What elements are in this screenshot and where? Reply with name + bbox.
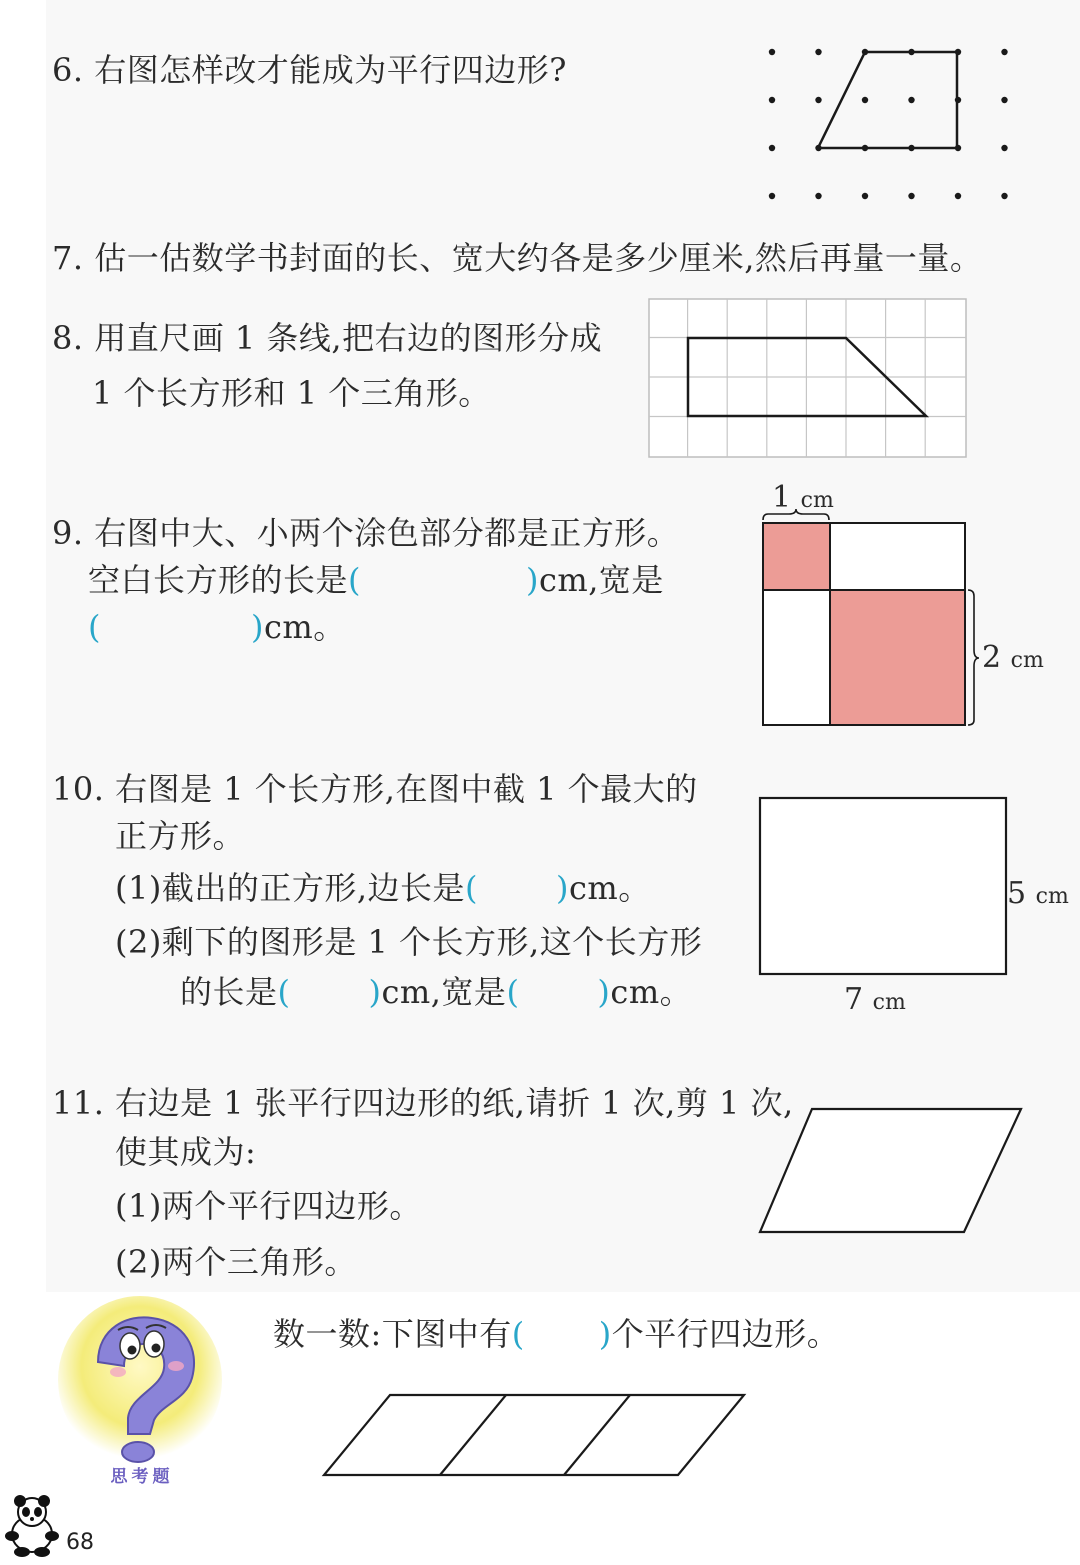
- q11-sub2: (2)两个三角形。: [115, 1243, 357, 1281]
- q10-sub1-suffix: cm。: [568, 869, 651, 907]
- q9-squares-figure: [756, 508, 986, 733]
- grid-dot: [955, 193, 961, 199]
- grid-dot: [862, 193, 868, 199]
- q10-sub2-line2: [180, 972, 692, 1012]
- q10-blank-length-open[interactable]: (: [277, 973, 291, 1011]
- q8-grid-figure: [648, 298, 968, 460]
- think-prefix: 数一数:下图中有: [273, 1315, 512, 1353]
- panda-icon: [2, 1494, 62, 1558]
- think-blank-open[interactable]: (: [511, 1315, 525, 1353]
- q10-rectangle: [760, 798, 1006, 974]
- q8-line1: 8. 用直尺画 1 条线,把右边的图形分成: [52, 319, 603, 357]
- q10-line2: 正方形。: [115, 817, 246, 855]
- q7-text: 7. 估一估数学书封面的长、宽大约各是多少厘米,然后再量一量。: [52, 239, 983, 277]
- grid-dot: [1001, 193, 1007, 199]
- grid-dot: [769, 49, 775, 55]
- q9-label-right: 2 cm: [982, 640, 1044, 675]
- q10-sub1-prefix: (1)截出的正方形,边长是: [115, 869, 466, 907]
- q9-line3-suffix: cm。: [263, 608, 346, 646]
- q9-blank-length-close[interactable]: ): [526, 561, 539, 599]
- q9-line2-prefix: 空白长方形的长是: [88, 561, 349, 599]
- grid-dot: [815, 97, 821, 103]
- think-text: [273, 1314, 839, 1354]
- think-parallelograms-figure: [320, 1390, 750, 1482]
- badge-caption: 思考题: [110, 1467, 174, 1487]
- q9-line2-suffix: cm,宽是: [538, 561, 664, 599]
- grid-dot: [1001, 145, 1007, 151]
- q10-sub2-suffix: cm。: [610, 973, 693, 1011]
- q6-text: 6. 右图怎样改才能成为平行四边形?: [52, 51, 567, 89]
- q10-label-bottom: 7 cm: [844, 982, 906, 1017]
- q9-blank-length-open[interactable]: (: [348, 561, 361, 599]
- think-blank-close[interactable]: ): [598, 1315, 612, 1353]
- q10-sub2-line1: (2)剩下的图形是 1 个长方形,这个长方形: [115, 923, 703, 961]
- q11-line2: 使其成为:: [115, 1133, 257, 1171]
- q10-rectangle-figure: [756, 794, 1012, 980]
- q10-blank-width-open[interactable]: (: [506, 973, 520, 1011]
- think-suffix: 个平行四边形。: [611, 1315, 840, 1353]
- q9-line1: 9. 右图中大、小两个涂色部分都是正方形。: [52, 514, 680, 552]
- grid-dot: [908, 193, 914, 199]
- q6-trapezoid: [818, 52, 957, 148]
- q11-sub1: (1)两个平行四边形。: [115, 1187, 422, 1225]
- q11-parallelogram: [760, 1109, 1021, 1232]
- q9-line2: [88, 560, 664, 600]
- q10-line1: 10. 右图是 1 个长方形,在图中截 1 个最大的: [52, 770, 698, 808]
- q10-blank-side-open[interactable]: (: [465, 869, 478, 907]
- grid-dot: [815, 49, 821, 55]
- q11-line1: 11. 右边是 1 张平行四边形的纸,请折 1 次,剪 1 次,: [52, 1084, 794, 1122]
- grid-dot: [769, 193, 775, 199]
- page-number: 68: [66, 1530, 94, 1555]
- q10-blank-side-close[interactable]: ): [556, 869, 569, 907]
- q10-blank-width-close[interactable]: ): [597, 973, 611, 1011]
- q10-sub2-mid: cm,宽是: [381, 973, 507, 1011]
- grid-dot: [769, 97, 775, 103]
- q9-right-brace: [968, 590, 979, 725]
- grid-dot: [769, 145, 775, 151]
- q10-sub2-prefix: 的长是: [180, 973, 278, 1011]
- q9-line3: [88, 607, 346, 647]
- grid-dot: [815, 193, 821, 199]
- grid-dot: [1001, 97, 1007, 103]
- q11-parallelogram-figure: [756, 1104, 1026, 1238]
- q10-label-side: 5 cm: [1007, 876, 1069, 911]
- q9-blank-width-close[interactable]: ): [250, 608, 264, 646]
- q9-blank-width-open[interactable]: (: [88, 608, 101, 646]
- q8-line2: 1 个长方形和 1 个三角形。: [92, 374, 491, 412]
- thinking-question-badge: [58, 1300, 228, 1490]
- think-outer-parallelogram: [324, 1395, 744, 1475]
- grid-dot: [1001, 49, 1007, 55]
- q9-small-shaded-square: [763, 523, 830, 590]
- q9-label-top: 1 cm: [772, 480, 834, 515]
- grid-dot: [862, 97, 868, 103]
- q9-large-shaded-square: [830, 590, 965, 725]
- q10-blank-length-close[interactable]: ): [368, 973, 382, 1011]
- q10-sub1: [115, 868, 651, 908]
- grid-dot: [908, 97, 914, 103]
- q6-dot-grid-figure: [760, 40, 1020, 210]
